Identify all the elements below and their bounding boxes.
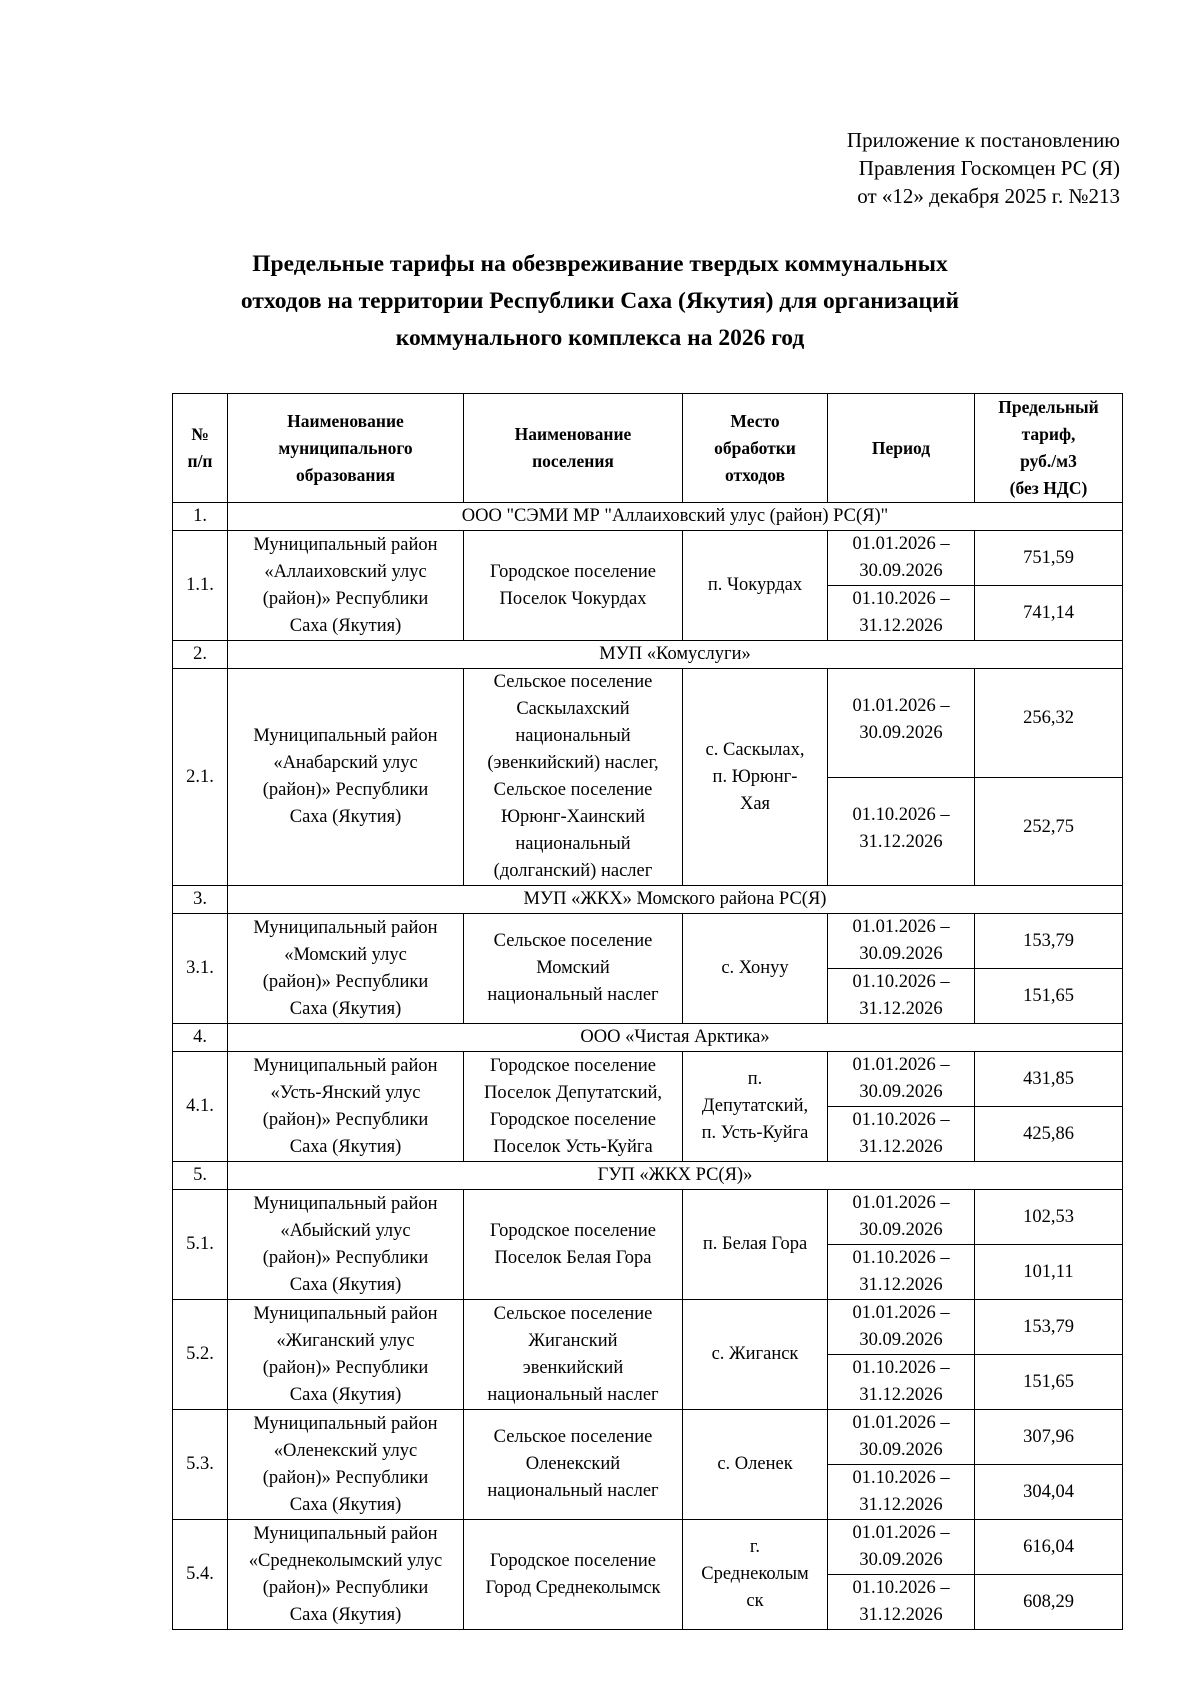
title-line: Предельные тарифы на обезвреживание твердых коммунальных xyxy=(252,251,948,277)
place-cell xyxy=(683,669,828,886)
cell-line: Саха (Якутия) xyxy=(289,1274,402,1295)
cell-line: 31.12.2026 xyxy=(859,1385,943,1405)
period-cell xyxy=(828,777,975,886)
cell-line: эвенкийский xyxy=(522,1357,624,1378)
row-number: 3.1. xyxy=(173,914,228,1024)
table-row xyxy=(173,1052,1123,1107)
cell-line: 01.10.2026 – xyxy=(852,1468,950,1488)
settlement-cell xyxy=(464,1300,683,1410)
cell-line: Саха (Якутия) xyxy=(289,1384,402,1405)
cell-line: 31.12.2026 xyxy=(859,616,943,636)
cell-line: 30.09.2026 xyxy=(859,561,943,581)
organization-row xyxy=(173,641,1123,669)
organization-name: ГУП «ЖКХ РС(Я)» xyxy=(228,1162,1123,1190)
title-line: отходов на территории Республики Саха (Якутия) для организаций xyxy=(240,288,960,314)
cell-line: 30.09.2026 xyxy=(859,1440,943,1460)
municipality-cell xyxy=(228,1190,464,1300)
tariff-cell: 151,65 xyxy=(975,969,1123,1024)
tariff-cell: 304,04 xyxy=(975,1465,1123,1520)
document-title xyxy=(180,246,1020,357)
municipality-cell xyxy=(228,1300,464,1410)
cell-line: Среднеколым xyxy=(701,1564,809,1584)
cell-line: Муниципальный район xyxy=(253,1303,438,1324)
row-number: 5.3. xyxy=(173,1410,228,1520)
cell-line: Период xyxy=(871,437,931,458)
group-number: 1. xyxy=(173,503,228,531)
cell-line: руб./м3 xyxy=(1020,451,1077,471)
cell-line: Сельское поселение xyxy=(493,931,653,951)
cell-line: п. xyxy=(747,1069,763,1089)
cell-line: 01.01.2026 – xyxy=(852,917,950,937)
cell-line: (район)» Республики xyxy=(262,1357,429,1378)
period-cell xyxy=(828,1520,975,1575)
cell-line: (район)» Республики xyxy=(262,1109,429,1130)
cell-line: (долганский) наслег xyxy=(493,861,653,881)
settlement-cell xyxy=(464,1520,683,1630)
cell-line: Саха (Якутия) xyxy=(289,615,402,636)
period-cell xyxy=(828,1245,975,1300)
cell-line: Городское поселение xyxy=(490,1055,656,1076)
tariff-cell: 153,79 xyxy=(975,914,1123,969)
cell-line: Поселок Чокурдах xyxy=(499,588,647,609)
organization-row xyxy=(173,1162,1123,1190)
cell-line: п. Чокурдах xyxy=(707,575,803,595)
place-cell xyxy=(683,531,828,641)
cell-line: п/п xyxy=(187,451,213,471)
tariff-cell: 101,11 xyxy=(975,1245,1123,1300)
period-cell xyxy=(828,1300,975,1355)
municipality-cell xyxy=(228,1052,464,1162)
settlement-cell xyxy=(464,1410,683,1520)
cell-line: 31.12.2026 xyxy=(859,831,943,852)
cell-line: Городское поселение xyxy=(490,561,656,582)
cell-line: 01.01.2026 – xyxy=(852,696,950,716)
cell-line: Муниципальный район xyxy=(253,726,438,746)
table-row xyxy=(173,669,1123,778)
cell-line: образования xyxy=(295,464,396,485)
row-number: 5.4. xyxy=(173,1520,228,1630)
organization-name: ООО "СЭМИ МР "Аллаиховский улус (район) РС(Я)" xyxy=(228,503,1123,531)
cell-line: Саскылахский xyxy=(516,699,630,719)
period-cell xyxy=(828,1575,975,1630)
organization-row xyxy=(173,503,1123,531)
cell-line: п. Усть-Куйга xyxy=(701,1123,809,1143)
appendix-note xyxy=(847,126,1120,210)
cell-line: Поселок Депутатский, xyxy=(484,1082,662,1103)
period-cell xyxy=(828,1465,975,1520)
cell-line: Муниципальный район xyxy=(253,1523,438,1544)
group-number: 4. xyxy=(173,1024,228,1052)
group-number: 2. xyxy=(173,641,228,669)
cell-line: Юрюнг-Хаинский xyxy=(500,807,646,827)
municipality-cell xyxy=(228,531,464,641)
tariff-cell: 307,96 xyxy=(975,1410,1123,1465)
settlement-cell xyxy=(464,1190,683,1300)
cell-line: (район)» Республики xyxy=(262,1467,429,1488)
cell-line: «Абыйский улус xyxy=(280,1220,411,1241)
cell-line: тариф, xyxy=(1021,424,1076,444)
cell-line: 30.09.2026 xyxy=(859,1330,943,1350)
cell-line: «Анабарский улус xyxy=(273,753,418,773)
cell-line: 31.12.2026 xyxy=(859,999,943,1019)
cell-line: с. Саскылах, xyxy=(705,739,805,760)
cell-line: Городское поселение xyxy=(490,1220,656,1241)
cell-line: Хая xyxy=(739,793,771,814)
cell-line: (без НДС) xyxy=(1009,478,1088,498)
cell-line: Поселок Усть-Куйга xyxy=(493,1136,653,1157)
cell-line: 01.10.2026 – xyxy=(852,1358,950,1378)
municipality-cell xyxy=(228,1410,464,1520)
place-cell xyxy=(683,1410,828,1520)
cell-line: Место xyxy=(730,410,780,431)
organization-name: МУП «ЖКХ» Момского района РС(Я) xyxy=(228,886,1123,914)
table-row xyxy=(173,1520,1123,1575)
cell-line: обработки xyxy=(714,437,796,458)
cell-line: г. xyxy=(749,1537,761,1557)
cell-line: Сельское поселение xyxy=(493,780,653,800)
cell-line: 30.09.2026 xyxy=(859,1220,943,1240)
cell-line: 31.12.2026 xyxy=(859,1605,943,1625)
group-number: 3. xyxy=(173,886,228,914)
tariff-cell: 425,86 xyxy=(975,1107,1123,1162)
cell-line: «Оленекский улус xyxy=(273,1440,418,1461)
municipality-cell xyxy=(228,669,464,886)
cell-line: Муниципальный район xyxy=(253,1193,438,1214)
row-number: 5.1. xyxy=(173,1190,228,1300)
cell-line: Сельское поселение xyxy=(493,1427,653,1447)
cell-line: «Среднеколымский улус xyxy=(248,1550,443,1571)
cell-line: (район)» Республики xyxy=(262,588,429,609)
cell-line: 30.09.2026 xyxy=(859,944,943,964)
municipality-cell xyxy=(228,1520,464,1630)
cell-line: национальный наслег xyxy=(487,1481,659,1501)
tariff-cell: 252,75 xyxy=(975,777,1123,886)
cell-line: (район)» Республики xyxy=(262,971,429,992)
cell-line: 01.01.2026 – xyxy=(852,1055,950,1075)
cell-line: 01.01.2026 – xyxy=(852,1523,950,1543)
table-header-row xyxy=(173,394,1123,503)
tariff-cell: 616,04 xyxy=(975,1520,1123,1575)
cell-line: (эвенкийский) наслег, xyxy=(487,753,659,773)
cell-line: Муниципальный район xyxy=(253,534,438,555)
period-cell xyxy=(828,914,975,969)
cell-line: 31.12.2026 xyxy=(859,1495,943,1515)
cell-line: п. Белая Гора xyxy=(702,1234,808,1254)
cell-line: Жиганский xyxy=(528,1330,618,1351)
appendix-line: Правления Госкомцен РС (Я) xyxy=(858,156,1120,180)
appendix-line: Приложение к постановлению xyxy=(846,128,1120,152)
table-row xyxy=(173,1410,1123,1465)
cell-line: Наименование xyxy=(287,410,404,431)
settlement-cell xyxy=(464,1052,683,1162)
cell-line: Оленекский xyxy=(525,1454,621,1474)
cell-line: 01.01.2026 – xyxy=(852,1303,950,1323)
organization-row xyxy=(173,886,1123,914)
period-cell xyxy=(828,586,975,641)
group-number: 5. xyxy=(173,1162,228,1190)
period-cell xyxy=(828,1355,975,1410)
table-body xyxy=(173,503,1123,1630)
cell-line: 01.10.2026 – xyxy=(852,1578,950,1598)
cell-line: 31.12.2026 xyxy=(859,1137,943,1157)
row-number: 4.1. xyxy=(173,1052,228,1162)
cell-line: 01.01.2026 – xyxy=(852,1413,950,1433)
municipality-cell xyxy=(228,914,464,1024)
cell-line: Город Среднеколымск xyxy=(485,1577,661,1598)
tariff-cell: 741,14 xyxy=(975,586,1123,641)
settlement-cell xyxy=(464,531,683,641)
appendix-line: от «12» декабря 2025 г. №213 xyxy=(857,184,1120,208)
cell-line: № xyxy=(191,424,209,444)
title-line: коммунального комплекса на 2026 год xyxy=(395,325,805,351)
cell-line: 31.12.2026 xyxy=(859,1275,943,1295)
header-tariff xyxy=(975,394,1123,503)
organization-row xyxy=(173,1024,1123,1052)
cell-line: «Жиганский улус xyxy=(276,1330,415,1351)
cell-line: Городское поселение xyxy=(490,1109,656,1130)
tariff-cell: 751,59 xyxy=(975,531,1123,586)
cell-line: 01.10.2026 – xyxy=(852,804,950,825)
cell-line: «Аллаиховский улус xyxy=(264,561,427,582)
cell-line: 01.01.2026 – xyxy=(852,1193,950,1213)
cell-line: муниципального xyxy=(278,437,413,458)
cell-line: отходов xyxy=(724,464,786,485)
row-number: 1.1. xyxy=(173,531,228,641)
cell-line: Предельный xyxy=(998,397,1099,417)
cell-line: 30.09.2026 xyxy=(859,723,943,743)
place-cell xyxy=(683,1190,828,1300)
cell-line: Наименование xyxy=(514,424,632,444)
cell-line: Момский xyxy=(536,958,610,978)
tariffs-table xyxy=(172,393,1123,1630)
cell-line: Сельское поселение xyxy=(493,1303,653,1324)
period-cell xyxy=(828,531,975,586)
period-cell xyxy=(828,1190,975,1245)
cell-line: национальный наслег xyxy=(487,1384,659,1405)
cell-line: 01.01.2026 – xyxy=(852,534,950,554)
cell-line: поселения xyxy=(532,451,614,471)
organization-name: МУП «Комуслуги» xyxy=(228,641,1123,669)
cell-line: 01.10.2026 – xyxy=(852,972,950,992)
tariff-cell: 151,65 xyxy=(975,1355,1123,1410)
organization-name: ООО «Чистая Арктика» xyxy=(228,1024,1123,1052)
cell-line: Муниципальный район xyxy=(253,1413,438,1434)
cell-line: 01.10.2026 – xyxy=(852,1248,950,1268)
period-cell xyxy=(828,1052,975,1107)
cell-line: (район)» Республики xyxy=(262,780,429,800)
cell-line: национальный xyxy=(515,834,631,854)
settlement-cell xyxy=(464,914,683,1024)
cell-line: «Усть-Янский улус xyxy=(270,1082,421,1103)
cell-line: 30.09.2026 xyxy=(859,1550,943,1570)
table-row xyxy=(173,531,1123,586)
cell-line: 01.10.2026 – xyxy=(852,589,950,609)
cell-line: 30.09.2026 xyxy=(859,1082,943,1102)
place-cell xyxy=(683,1520,828,1630)
table-row xyxy=(173,1190,1123,1245)
cell-line: Саха (Якутия) xyxy=(289,1604,402,1625)
tariff-cell: 431,85 xyxy=(975,1052,1123,1107)
cell-line: (район)» Республики xyxy=(262,1247,429,1268)
period-cell xyxy=(828,969,975,1024)
tariff-cell: 256,32 xyxy=(975,669,1123,778)
tariff-cell: 102,53 xyxy=(975,1190,1123,1245)
cell-line: ск xyxy=(746,1591,764,1611)
cell-line: 01.10.2026 – xyxy=(852,1110,950,1130)
cell-line: Поселок Белая Гора xyxy=(494,1247,652,1268)
header-place xyxy=(683,394,828,503)
tariff-cell: 608,29 xyxy=(975,1575,1123,1630)
cell-line: Саха (Якутия) xyxy=(289,1494,402,1515)
table-row xyxy=(173,1300,1123,1355)
settlement-cell xyxy=(464,669,683,886)
header-municipality xyxy=(228,394,464,503)
tariff-cell: 153,79 xyxy=(975,1300,1123,1355)
cell-line: Сельское поселение xyxy=(493,672,653,692)
place-cell xyxy=(683,1300,828,1410)
row-number: 2.1. xyxy=(173,669,228,886)
header-num xyxy=(173,394,228,503)
period-cell xyxy=(828,669,975,778)
row-number: 5.2. xyxy=(173,1300,228,1410)
period-cell xyxy=(828,1107,975,1162)
cell-line: Саха (Якутия) xyxy=(289,1136,402,1157)
header-settlement xyxy=(464,394,683,503)
cell-line: (район)» Республики xyxy=(262,1577,429,1598)
cell-line: с. Оленек xyxy=(717,1454,793,1474)
table-row xyxy=(173,914,1123,969)
cell-line: Саха (Якутия) xyxy=(289,998,402,1019)
header-period xyxy=(828,394,975,503)
cell-line: национальный наслег xyxy=(487,985,659,1005)
place-cell xyxy=(683,914,828,1024)
cell-line: п. Юрюнг- xyxy=(712,766,798,787)
cell-line: с. Хонуу xyxy=(721,958,789,978)
cell-line: Саха (Якутия) xyxy=(289,807,402,827)
cell-line: Муниципальный район xyxy=(253,917,438,938)
cell-line: национальный xyxy=(515,726,631,746)
place-cell xyxy=(683,1052,828,1162)
cell-line: «Момский улус xyxy=(284,944,407,965)
cell-line: Городское поселение xyxy=(490,1550,656,1571)
cell-line: с. Жиганск xyxy=(711,1344,799,1364)
cell-line: Депутатский, xyxy=(701,1096,809,1116)
cell-line: Муниципальный район xyxy=(253,1055,438,1076)
period-cell xyxy=(828,1410,975,1465)
